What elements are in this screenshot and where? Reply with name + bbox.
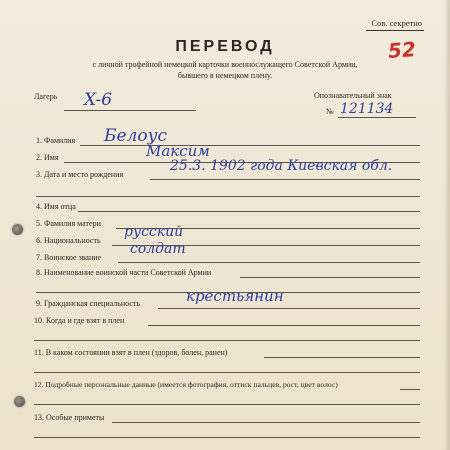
punch-hole-bottom	[14, 396, 25, 407]
field-line-10b	[34, 340, 420, 341]
field-value-7: солдат	[130, 241, 186, 257]
camp-line	[64, 110, 196, 111]
field-line-12	[400, 389, 420, 390]
field-line-3	[150, 179, 420, 180]
field-value-2: Максим	[146, 142, 210, 160]
field-label-7: 7. Воинское звание	[36, 253, 102, 262]
field-label-3: 3. Дата и место рождения	[36, 170, 124, 179]
field-label-8: 8. Наименование воинской части Советской Армии	[36, 268, 212, 277]
field-label-13: 13. Особые приметы	[34, 413, 105, 422]
field-label-12: 12. Подробные персональные данные (имеется фотография, оттиск пальцев, рост, цвет волос)	[34, 380, 338, 389]
subtitle-line-1: с личной трофейной немецкой карточки военнослужащего Советской Армии,	[92, 60, 358, 69]
field-label-4: 4. Имя отца	[36, 202, 76, 211]
id-mark-prefix: №	[326, 107, 334, 116]
subtitle-line-2: бывшего в немецком плену.	[177, 71, 273, 80]
field-label-2: 2. Имя	[36, 153, 59, 162]
field-label-1: 1. Фамилия	[36, 136, 76, 145]
field-label-11: 11. В каком состоянии взят в плен (здоров, болен, ранен)	[34, 348, 228, 357]
field-line-13	[112, 422, 420, 423]
field-line-4	[78, 211, 420, 212]
field-value-3: 25.3. 1902 года Киевская обл.	[170, 158, 393, 174]
camp-label: Лагерь	[34, 92, 58, 101]
field-line-8	[240, 277, 420, 278]
field-line-3b	[36, 196, 420, 197]
field-label-9: 9. Гражданская специальность	[36, 299, 141, 308]
document-title: ПЕРЕВОД	[175, 38, 275, 55]
camp-value: X-6	[84, 90, 113, 110]
field-line-11	[264, 357, 420, 358]
field-label-6: 6. Национальность	[36, 236, 101, 245]
id-mark-value: 121134	[340, 101, 394, 117]
id-mark-line	[338, 117, 416, 118]
field-label-5: 5. Фамилия матери	[36, 219, 101, 228]
field-line-10	[148, 325, 420, 326]
punch-hole-top	[12, 224, 23, 235]
id-mark-label: Опознавательный знак	[314, 91, 392, 100]
field-value-1: Белоус	[104, 126, 167, 146]
classification-underline	[366, 30, 424, 31]
field-line-11b	[34, 372, 420, 373]
field-line-12b	[34, 404, 420, 405]
document-subtitle	[0, 59, 450, 81]
classification-stamp: Сов. секретно	[371, 18, 422, 28]
field-line-9	[158, 308, 420, 309]
red-page-number: 52	[387, 37, 417, 63]
field-line-7	[118, 262, 420, 263]
field-value-6: русский	[124, 224, 184, 240]
field-line-13b	[34, 437, 420, 438]
field-value-9: крестьянин	[186, 287, 284, 305]
field-label-10: 10. Когда и где взят в плен	[34, 316, 125, 325]
